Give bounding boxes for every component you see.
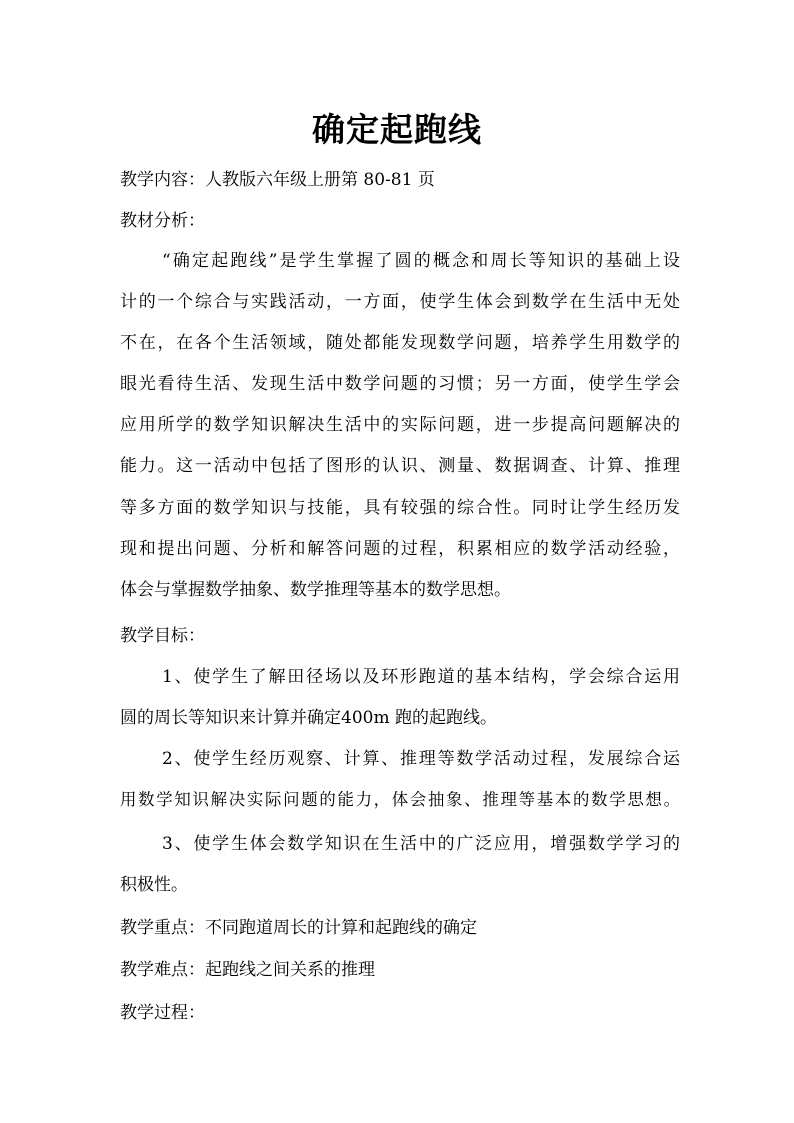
analysis-line: 应用所学的数学知识解决生活中的实际问题，进一步提高问题解决的 xyxy=(120,415,680,435)
goal-2-line: 用数学知识解决实际问题的能力，体会抽象、推理等基本的数学思想。 xyxy=(120,790,680,809)
teaching-content-line: 教学内容：人教版六年级上册第 80-81 页 xyxy=(120,170,435,190)
analysis-line: 现和提出问题、分析和解答问题的过程，积累相应的数学活动经验， xyxy=(120,539,680,559)
difficulty-line: 教学难点：起跑线之间关系的推理 xyxy=(120,960,375,980)
analysis-heading: 教材分析： xyxy=(120,211,205,231)
analysis-line: 眼光看待生活、发现生活中数学问题的习惯；另一方面，使学生学会 xyxy=(120,374,680,394)
goal-3-line: 3、使学生体会数学知识在生活中的广泛应用，增强数学学习的 xyxy=(162,834,680,854)
goals-heading: 教学目标： xyxy=(120,626,205,646)
analysis-line: “确定起跑线”是学生掌握了圆的概念和周长等知识的基础上设 xyxy=(162,251,680,271)
document-title: 确定起跑线 xyxy=(312,110,482,149)
analysis-line: 等多方面的数学知识与技能，具有较强的综合性。同时让学生经历发 xyxy=(120,498,680,518)
analysis-line: 能力。这一活动中包括了图形的认识、测量、数据调查、计算、推理 xyxy=(120,456,680,476)
analysis-line: 不在，在各个生活领域，随处都能发现数学问题，培养学生用数学的 xyxy=(120,333,680,353)
goal-1-line: 1、使学生了解田径场以及环形跑道的基本结构，学会综合运用 xyxy=(162,667,680,687)
goal-3-line: 积极性。 xyxy=(120,875,188,895)
goal-1-line: 圆的周长等知识来计算并确定400m 跑的起跑线。 xyxy=(120,708,497,728)
analysis-line: 体会与掌握数学抽象、数学推理等基本的数学思想。 xyxy=(120,580,511,600)
process-heading: 教学过程： xyxy=(120,1003,205,1023)
analysis-line: 计的一个综合与实践活动，一方面，使学生体会到数学在生活中无处 xyxy=(120,292,680,312)
goal-2-line: 2、使学生经历观察、计算、推理等数学活动过程，发展综合运 xyxy=(162,749,680,769)
key-point-line: 教学重点：不同跑道周长的计算和起跑线的确定 xyxy=(120,918,477,938)
